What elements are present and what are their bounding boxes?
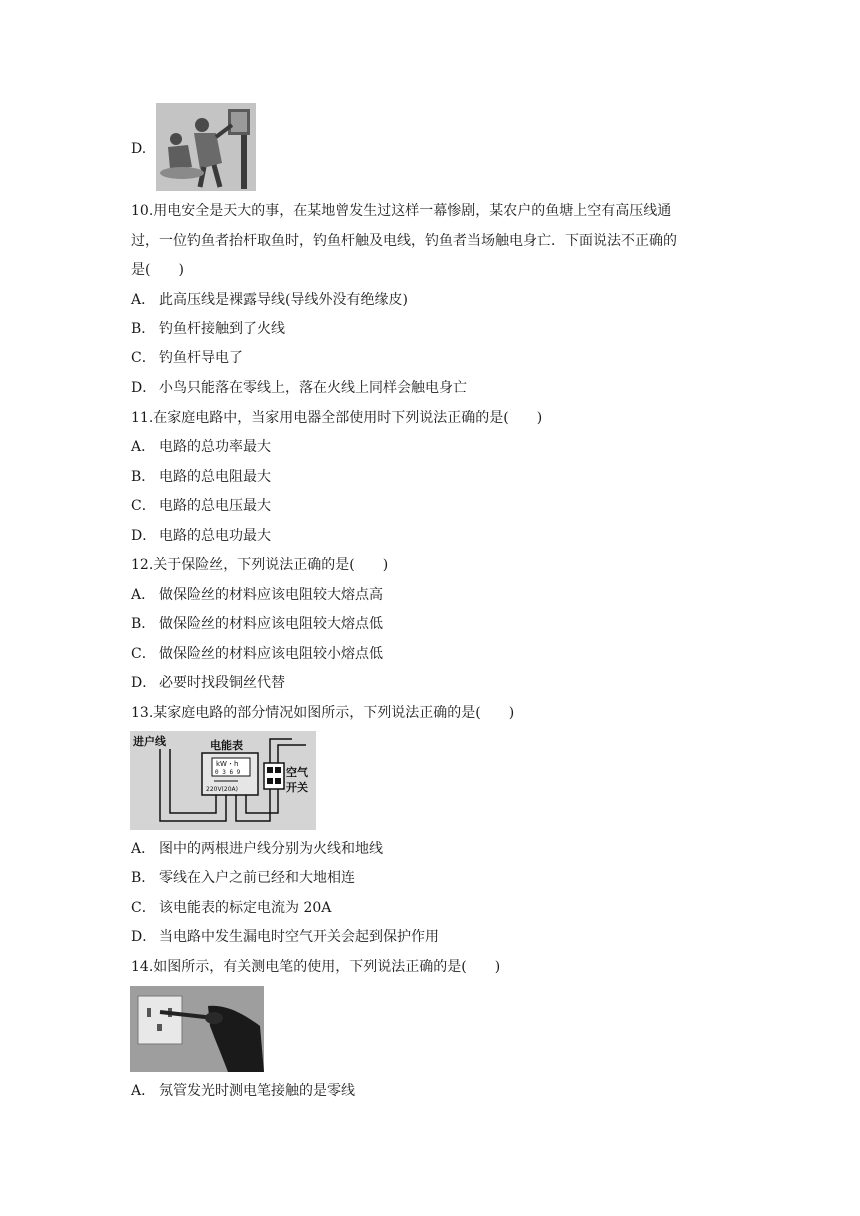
q13-circuit-figure	[130, 731, 316, 830]
meter-reading: 0 3 6 9	[215, 769, 241, 776]
option-letter: C．	[131, 350, 156, 366]
q13-option-d	[131, 927, 439, 947]
q12-option-d	[131, 673, 285, 693]
q11-option-c	[131, 496, 271, 516]
option-text: 电路的总电功最大	[159, 528, 271, 544]
q11-option-d	[131, 526, 271, 546]
option-letter: D．	[131, 380, 157, 396]
option-letter: C．	[131, 900, 156, 916]
meter-unit: kW・h	[216, 760, 239, 768]
meter-rating: 220V(20A)	[206, 786, 238, 793]
q12-option-c	[131, 644, 383, 664]
q10-stem-line-3: 是( )	[131, 262, 184, 278]
option-letter: B．	[131, 321, 156, 337]
option-text: 做保险丝的材料应该电阻较大熔点低	[159, 616, 383, 632]
option-letter: A．	[131, 587, 156, 603]
q14-test-pen-photo	[130, 986, 264, 1072]
option-text: 做保险丝的材料应该电阻较大熔点高	[159, 587, 383, 603]
option-letter: D．	[131, 675, 157, 691]
breaker-label-1: 空气	[286, 766, 308, 779]
option-text: 钓鱼杆导电了	[159, 350, 243, 366]
q13-option-b	[131, 868, 355, 888]
q10-stem-line-1: 10.用电安全是天大的事，在某地曾发生过这样一幕惨剧，某农户的鱼塘上空有高压线通	[131, 203, 672, 219]
option-text: 做保险丝的材料应该电阻较小熔点低	[159, 646, 383, 662]
q10-option-b	[131, 319, 285, 339]
option-letter: B．	[131, 870, 156, 886]
option-text: 电路的总电压最大	[159, 498, 271, 514]
q11-stem: 11.在家庭电路中，当家用电器全部使用时下列说法正确的是( )	[131, 410, 543, 426]
q9-option-d	[131, 139, 146, 159]
option-letter: C．	[131, 646, 156, 662]
option-text: 此高压线是裸露导线(导线外没有绝缘皮)	[159, 292, 408, 308]
meter-label: 电能表	[210, 739, 243, 752]
option-letter: A．	[131, 292, 156, 308]
q13-option-a	[131, 839, 383, 859]
q10-option-a	[131, 290, 408, 310]
incoming-line-label: 进户线	[133, 735, 166, 748]
q10-option-d	[131, 378, 467, 398]
q9-option-d-image	[156, 103, 256, 191]
breaker-label-2: 开关	[286, 781, 308, 794]
q12-option-b	[131, 614, 383, 634]
q10-option-c	[131, 348, 243, 368]
q12-stem: 12.关于保险丝，下列说法正确的是( )	[131, 557, 389, 573]
option-text: 该电能表的标定电流为 20A	[159, 900, 332, 916]
option-letter: A．	[131, 1083, 156, 1099]
q14-stem: 14.如图所示，有关测电笔的使用，下列说法正确的是( )	[131, 959, 501, 975]
option-letter: A．	[131, 439, 156, 455]
q13-option-c	[131, 898, 331, 918]
option-letter: C．	[131, 498, 156, 514]
option-text: 电路的总功率最大	[159, 439, 271, 455]
option-letter: D．	[131, 929, 157, 945]
option-text: 图中的两根进户线分别为火线和地线	[159, 841, 383, 857]
option-text: 当电路中发生漏电时空气开关会起到保护作用	[159, 929, 439, 945]
option-text: 小鸟只能落在零线上，落在火线上同样会触电身亡	[159, 380, 467, 396]
option-text: 氖管发光时测电笔接触的是零线	[159, 1083, 355, 1099]
q14-option-a	[131, 1081, 355, 1101]
option-text: 零线在入户之前已经和大地相连	[159, 870, 355, 886]
q12-option-a	[131, 585, 383, 605]
option-letter: B．	[131, 616, 156, 632]
q11-option-b	[131, 467, 271, 487]
option-letter: B．	[131, 469, 156, 485]
option-letter: A．	[131, 841, 156, 857]
option-text: 钓鱼杆接触到了火线	[159, 321, 285, 337]
option-text: 必要时找段铜丝代替	[159, 675, 285, 691]
option-letter: D.	[131, 141, 147, 157]
option-letter: D．	[131, 528, 157, 544]
q11-option-a	[131, 437, 271, 457]
q10-stem-line-2: 过，一位钓鱼者抬杆取鱼时，钓鱼杆触及电线，钓鱼者当场触电身亡．下面说法不正确的	[131, 233, 677, 249]
q13-stem: 13.某家庭电路的部分情况如图所示，下列说法正确的是( )	[131, 705, 515, 721]
option-text: 电路的总电阻最大	[159, 469, 271, 485]
